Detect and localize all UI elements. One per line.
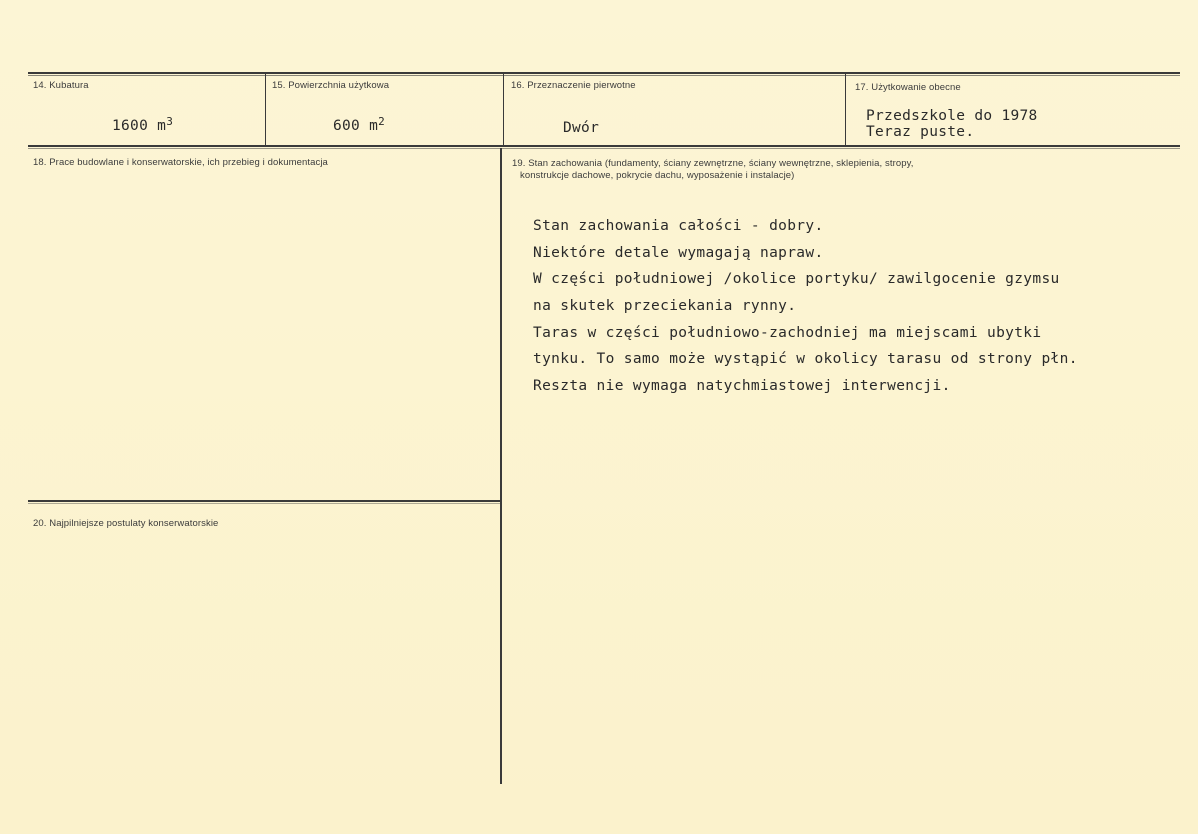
condition-text xyxy=(533,216,1078,403)
divider-15-16 xyxy=(503,74,504,146)
volume-value: 1600 m xyxy=(112,118,167,134)
condition-line: Reszta nie wymaga natychmiastowej interwencji. xyxy=(533,378,951,395)
field17-label: 17. Użytkowanie obecne xyxy=(855,82,961,93)
field20-label: 20. Najpilniejsze postulaty konserwatorskie xyxy=(33,518,219,529)
area-unit-exponent: 2 xyxy=(378,115,386,128)
field19-label-line1: 19. Stan zachowania (fundamenty, ściany zewnętrzne, ściany wewnętrzne, sklepienia, stropy, xyxy=(512,158,914,169)
field17-value-line2: Teraz puste. xyxy=(866,124,975,140)
field15-value xyxy=(333,115,386,134)
section18-rule xyxy=(28,500,500,502)
field16-value: Dwór xyxy=(563,120,600,136)
area-value: 600 m xyxy=(333,118,379,134)
field15-label: 15. Powierzchnia użytkowa xyxy=(272,80,390,91)
field19-label-line2: konstrukcje dachowe, pokrycie dachu, wyposażenie i instalacje) xyxy=(520,170,795,181)
row1-rule-thin xyxy=(28,148,1180,149)
field17-value-line1: Przedszkole do 1978 xyxy=(866,108,1038,124)
field14-value xyxy=(112,115,174,134)
main-divider xyxy=(500,148,502,784)
field16-label: 16. Przeznaczenie pierwotne xyxy=(511,80,636,91)
condition-line: Stan zachowania całości - dobry. xyxy=(533,218,824,234)
top-rule-thin xyxy=(28,75,1180,76)
top-rule xyxy=(28,72,1180,74)
condition-line: Niektóre detale wymagają napraw. xyxy=(533,244,824,261)
condition-line: Taras w części południowo-zachodniej ma miejscami ubytki xyxy=(533,324,1042,341)
field18-label: 18. Prace budowlane i konserwatorskie, ich przebieg i dokumentacja xyxy=(33,157,328,168)
divider-14-15 xyxy=(265,74,266,146)
row1-rule xyxy=(28,145,1180,147)
section18-rule-thin xyxy=(28,503,500,504)
condition-line: W części południowej /okolice portyku/ zawilgocenie gzymsu xyxy=(533,271,1060,288)
condition-line: na skutek przeciekania rynny. xyxy=(533,298,797,315)
condition-line: tynku. To samo może wystąpić w okolicy tarasu od strony płn. xyxy=(533,351,1078,368)
divider-16-17 xyxy=(845,74,846,146)
field14-label: 14. Kubatura xyxy=(33,80,89,91)
volume-unit-exponent: 3 xyxy=(166,115,174,128)
